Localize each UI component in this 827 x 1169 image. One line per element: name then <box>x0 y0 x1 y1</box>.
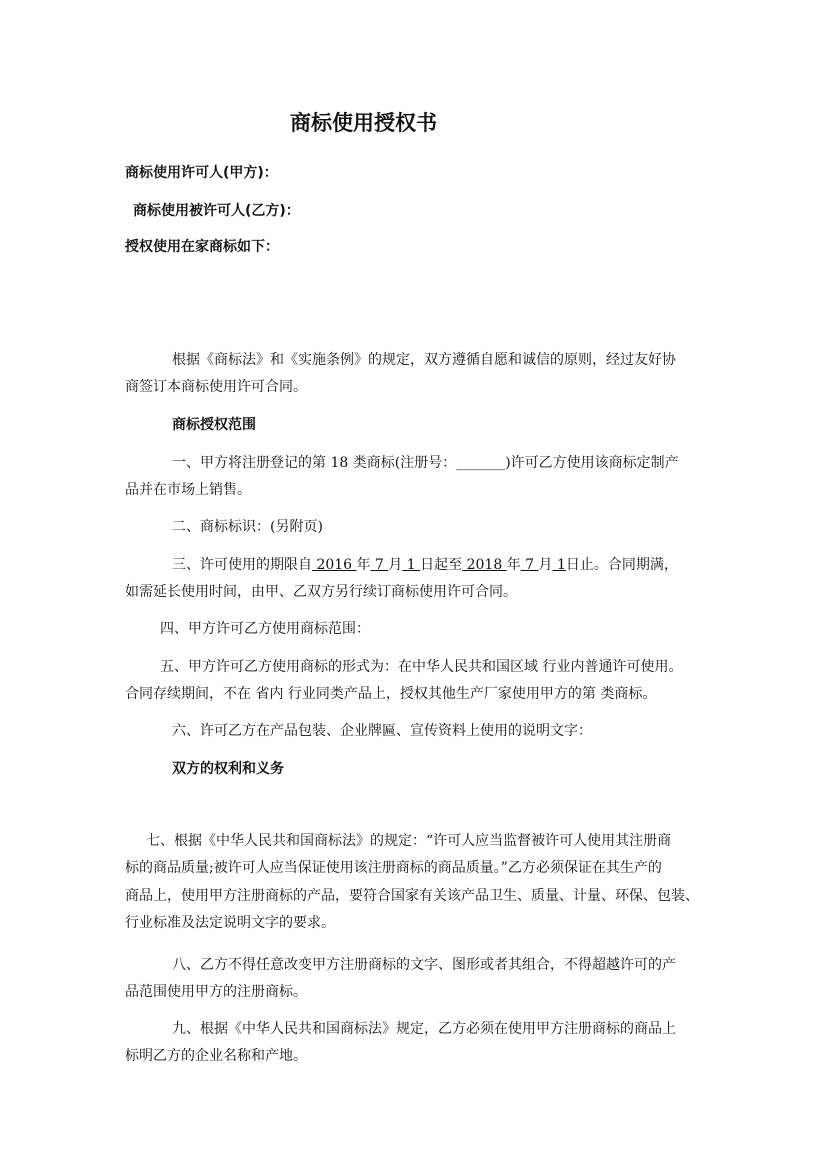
year-label: 年 <box>356 557 371 573</box>
start-month: 7 <box>370 557 389 573</box>
item-5-line-2: 合同存续期间，不在 省内 行业同类产品上，授权其他生产厂家使用甲方的第 类商标。 <box>125 686 657 702</box>
item-7-line-1: 七、根据《中华人民共和国商标法》的规定：“许可人应当监督被许可人使用其注册商 <box>146 833 672 849</box>
item-1-line-1 <box>172 454 679 472</box>
item-8-line-2: 品范围使用甲方的注册商标。 <box>125 984 307 1000</box>
end-day: 1 <box>552 557 566 573</box>
licensor-label: 商标使用许可人(甲方)： <box>125 165 278 181</box>
licensee-label: 商标使用被许可人(乙方)： <box>133 203 300 219</box>
item-6: 六、许可乙方在产品包装、企业牌匾、宣传资料上使用的说明文字： <box>172 723 592 739</box>
item-7-line-3: 商品上，使用甲方注册商标的产品，要符合国家有关该产品卫生、质量、计量、环保、包装、 <box>125 888 699 904</box>
item-3-mid: 日起至 <box>420 557 463 573</box>
end-month: 7 <box>520 557 539 573</box>
heading-scope: 商标授权范围 <box>172 417 256 433</box>
item-2: 二、商标标识：(另附页) <box>172 519 323 535</box>
item-4: 四、甲方许可乙方使用商标范围： <box>160 621 370 637</box>
intro-paragraph-line-2: 商签订本商标使用许可合同。 <box>125 379 307 395</box>
year-label: 年 <box>506 557 521 573</box>
intro-paragraph-line-1: 根据《商标法》和《实施条例》的规定，双方遵循自愿和诚信的原则，经过友好协 <box>172 352 676 368</box>
start-year: 2016 <box>312 557 357 573</box>
item-3-suffix: 日止。合同期满， <box>565 557 678 573</box>
end-year: 2018 <box>462 557 507 573</box>
document-title: 商标使用授权书 <box>290 111 437 135</box>
trademark-intro: 授权使用在家商标如下： <box>125 239 279 255</box>
item-8-line-1: 八、乙方不得任意改变甲方注册商标的文字、图形或者其组合，不得超越许可的产 <box>172 957 676 973</box>
item-9-line-1: 九、根据《中华人民共和国商标法》规定，乙方必须在使用甲方注册商标的商品上 <box>172 1021 676 1037</box>
item-3-line-1 <box>172 556 678 574</box>
month-label: 月 <box>538 557 553 573</box>
item-1-text-a: 一、甲方将注册登记的第 18 类商标(注册号： <box>172 455 457 471</box>
heading-rights: 双方的权利和义务 <box>172 761 284 777</box>
item-1-line-2: 品并在市场上销售。 <box>125 482 251 498</box>
item-7-line-2: 标的商品质量;被许可人应当保证使用该注册商标的商品质量。”乙方必须保证在其生产的 <box>125 860 662 876</box>
item-3-line-2: 如需延长使用时间，由甲、乙双方另行续订商标使用许可合同。 <box>125 584 517 600</box>
item-5-line-1: 五、甲方许可乙方使用商标的形式为：在中华人民共和国区域 行业内普通许可使用。 <box>160 659 683 675</box>
item-3-prefix: 三、许可使用的期限自 <box>172 557 312 573</box>
item-1-blank: _______ <box>456 455 506 471</box>
item-7-line-4: 行业标准及法定说明文字的要求。 <box>125 915 335 931</box>
item-9-line-2: 标明乙方的企业名称和产地。 <box>125 1048 307 1064</box>
month-label: 月 <box>388 557 403 573</box>
item-1-text-b: )许可乙方使用该商标定制产 <box>505 455 679 471</box>
start-day: 1 <box>402 557 421 573</box>
